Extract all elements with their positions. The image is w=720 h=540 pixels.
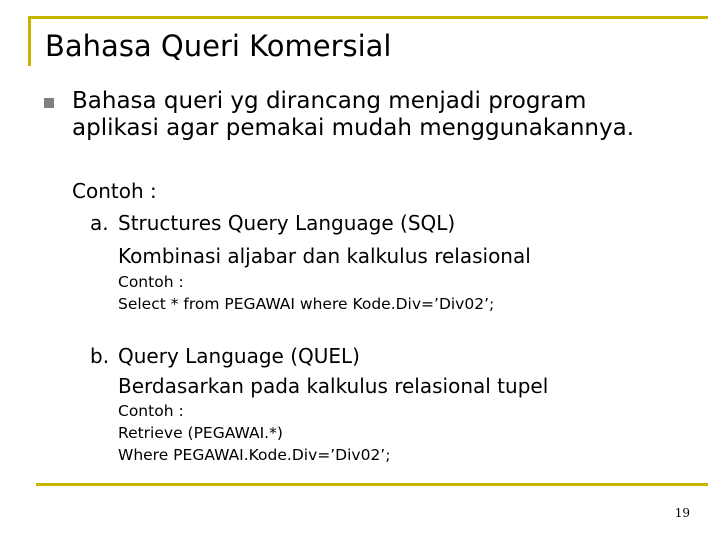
slide-title: Bahasa Queri Komersial xyxy=(45,29,392,63)
square-bullet-icon xyxy=(44,98,54,108)
item-b-example-line: Retrieve (PEGAWAI.*) xyxy=(118,424,283,442)
item-a-title: Structures Query Language (SQL) xyxy=(118,211,456,235)
item-a-example xyxy=(118,271,494,315)
item-b-example-line: Contoh : xyxy=(118,402,184,420)
item-b-example-line: Where PEGAWAI.Kode.Div=’Div02’; xyxy=(118,446,391,464)
title-frame-left-line xyxy=(28,16,31,66)
item-b-title: Query Language (QUEL) xyxy=(118,344,360,368)
item-a-example-line: Contoh : xyxy=(118,273,184,291)
item-a-marker: a. xyxy=(90,211,109,235)
title-frame-top-line xyxy=(28,16,708,19)
footer-divider-line xyxy=(36,483,708,486)
item-a-description: Kombinasi aljabar dan kalkulus relasional xyxy=(118,244,531,268)
item-b-example xyxy=(118,400,390,466)
bullet-line-1: Bahasa queri yg dirancang menjadi program xyxy=(72,88,587,114)
contoh-label: Contoh : xyxy=(72,179,157,203)
bullet-text xyxy=(72,88,634,142)
item-b-description: Berdasarkan pada kalkulus relasional tupel xyxy=(118,374,549,398)
item-a-example-line: Select * from PEGAWAI where Kode.Div=’Div02’; xyxy=(118,295,495,313)
page-number: 19 xyxy=(674,506,690,520)
item-b-marker: b. xyxy=(90,344,110,368)
bullet-line-2: aplikasi agar pemakai mudah menggunakannya. xyxy=(72,115,635,141)
